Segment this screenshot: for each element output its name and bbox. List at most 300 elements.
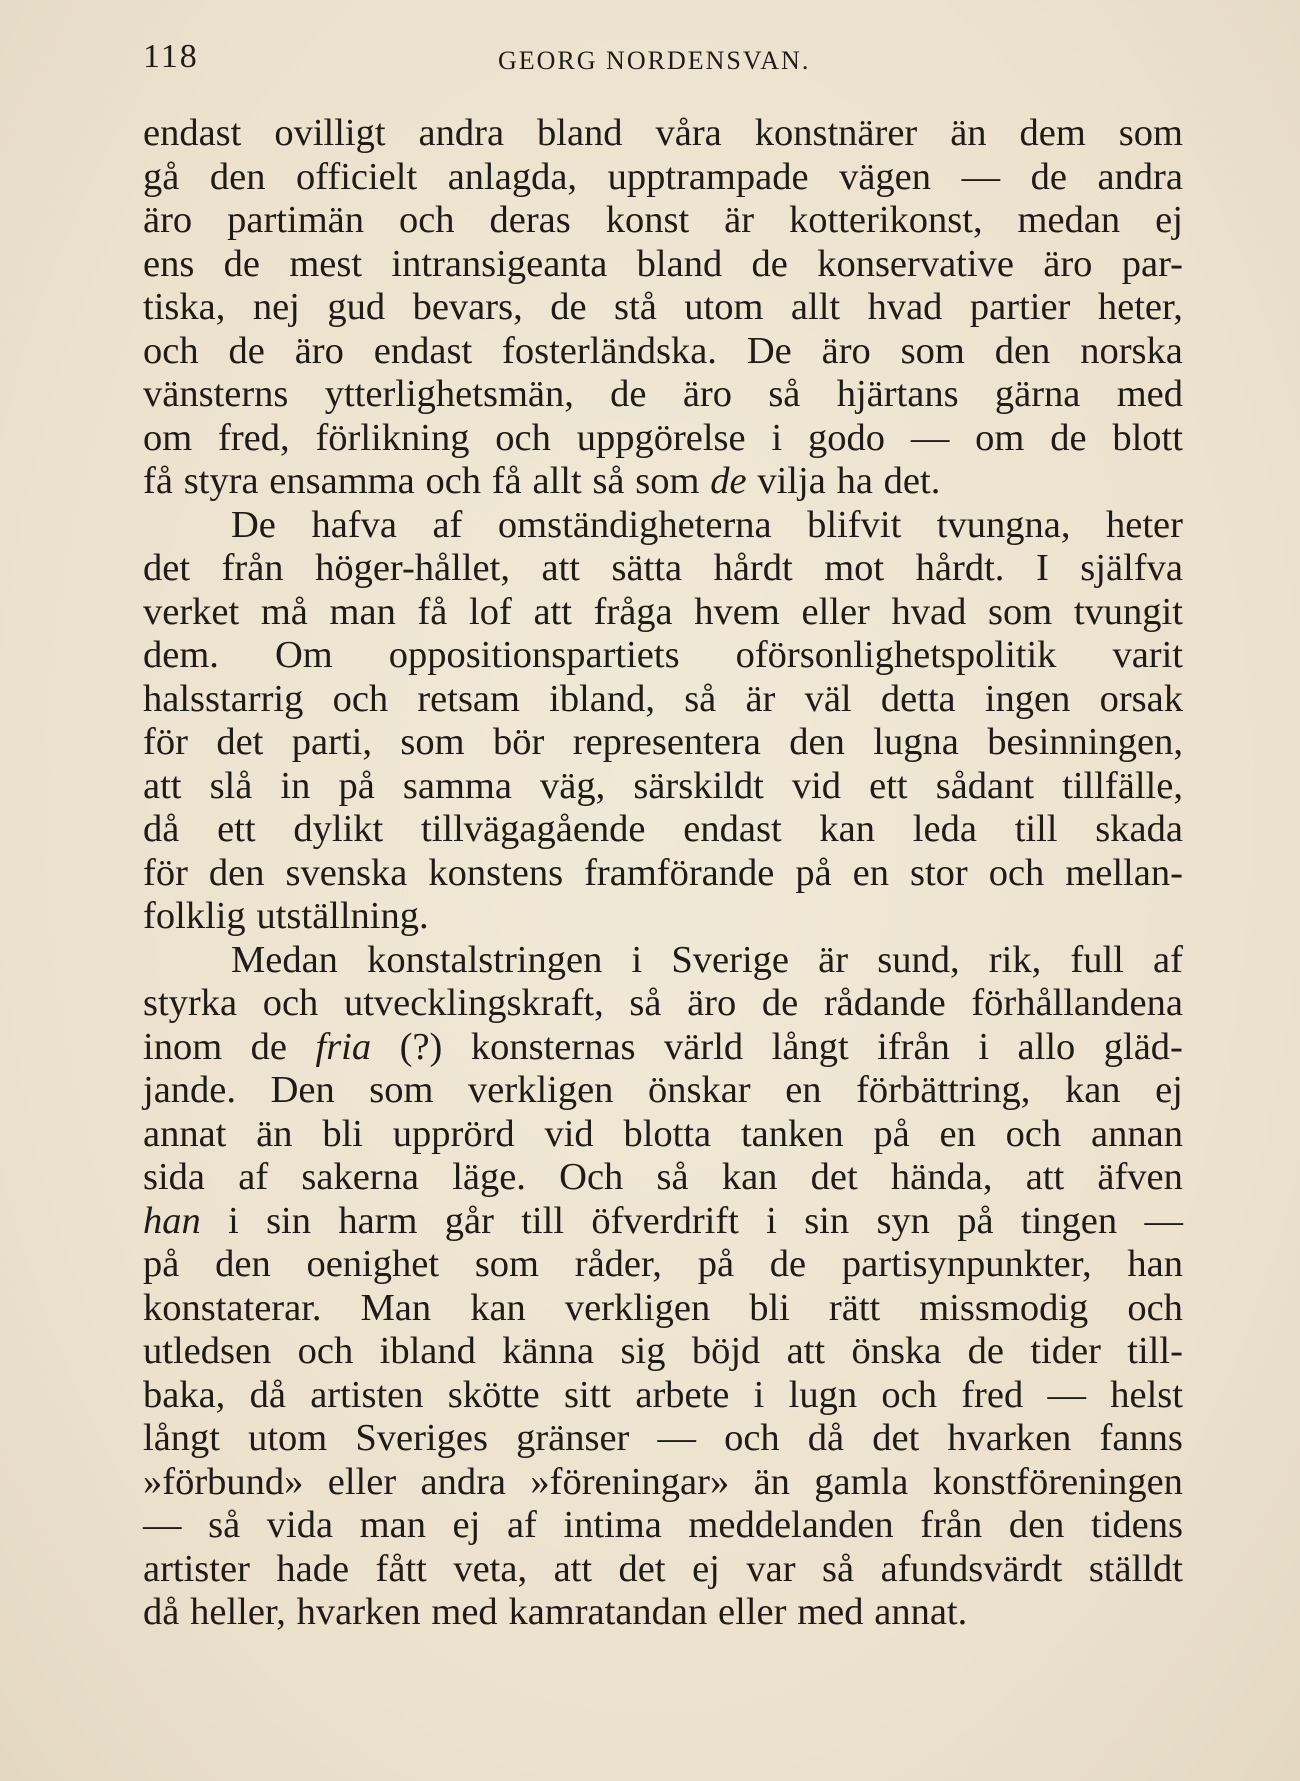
word: afundsvärdt	[880, 1547, 1063, 1590]
word: fria	[315, 1025, 372, 1068]
word: annan	[1091, 1112, 1183, 1155]
word: äro	[1043, 242, 1093, 285]
word: det.	[883, 460, 941, 502]
word: verkligen	[564, 1286, 711, 1329]
word: den	[209, 155, 266, 198]
text-line	[143, 286, 1183, 330]
word: från	[221, 547, 284, 589]
word: långt	[771, 1025, 849, 1068]
text-line	[143, 504, 1183, 548]
word: inom	[143, 1025, 223, 1068]
word: officielt	[296, 155, 418, 198]
word: som	[369, 1069, 434, 1111]
word: kan	[819, 808, 876, 850]
word: samma	[402, 764, 512, 807]
word: svenska	[285, 851, 408, 894]
word: hårdt.	[915, 547, 1005, 589]
word: känna	[502, 1330, 595, 1372]
word: är	[724, 199, 755, 241]
word: det	[872, 1417, 920, 1459]
word: meddelanden	[688, 1504, 894, 1546]
word: konsternas	[470, 1025, 636, 1068]
text-line	[143, 1504, 1183, 1548]
word: halsstarrig	[143, 677, 304, 720]
word: ibland	[379, 1330, 476, 1372]
word: —	[961, 155, 1001, 198]
word: af	[238, 1156, 269, 1198]
word: af	[432, 503, 463, 546]
word: att	[786, 1330, 826, 1372]
word: är	[745, 677, 776, 720]
word: och	[988, 851, 1045, 894]
word: det	[143, 547, 191, 589]
word: en	[852, 851, 889, 894]
word: till-	[1127, 1330, 1183, 1372]
word: i	[228, 1199, 239, 1242]
word: dem	[1019, 112, 1086, 154]
word: gärna	[994, 373, 1081, 415]
word: och	[143, 329, 199, 372]
word: som	[400, 721, 465, 763]
word: på	[143, 1243, 180, 1285]
word: framförande	[584, 851, 775, 894]
word: och	[398, 199, 455, 241]
word: den	[994, 329, 1051, 372]
word: lugn	[788, 1373, 858, 1416]
word: rådande	[823, 982, 946, 1024]
text-line	[143, 1243, 1183, 1287]
word: ej	[1155, 1069, 1183, 1111]
word: då	[807, 1417, 845, 1459]
word: heller,	[190, 1591, 286, 1633]
word: konstalstringen	[367, 938, 603, 981]
word: styra	[183, 460, 259, 502]
word: tvungit	[1073, 590, 1183, 633]
text-line	[143, 1287, 1183, 1331]
word: blifvit	[807, 503, 902, 546]
word: äro	[682, 373, 732, 415]
word: långt	[143, 1417, 220, 1459]
word: fosterländska.	[502, 329, 717, 372]
word: baka,	[143, 1373, 226, 1416]
word: kotterikonst,	[789, 199, 983, 241]
word: sådant	[935, 764, 1035, 807]
word: de	[223, 242, 260, 285]
word: eller	[718, 1591, 787, 1633]
word: hjärtans	[836, 373, 959, 415]
paragraph	[143, 504, 1183, 939]
text-line	[143, 634, 1183, 678]
word: konstnärer	[754, 112, 918, 154]
word: utledsen	[143, 1330, 272, 1372]
word: mellan-	[1065, 851, 1183, 894]
word: hvarken	[296, 1591, 421, 1633]
word: så	[822, 1547, 855, 1590]
word: så	[656, 1156, 689, 1198]
word: vägen	[839, 155, 932, 198]
word: ensamma	[269, 460, 415, 502]
word: än	[256, 1112, 293, 1155]
word: tiska,	[143, 286, 226, 328]
word: väl	[804, 677, 852, 720]
word: de	[761, 982, 799, 1024]
word: att	[1025, 1156, 1065, 1198]
word: blott	[1112, 416, 1183, 459]
word: »förbund»	[143, 1460, 304, 1503]
word: representera	[572, 721, 761, 763]
word: utom	[684, 286, 764, 328]
word: till	[521, 1199, 565, 1242]
word: de	[769, 1243, 807, 1285]
word: ovilligt	[274, 112, 386, 154]
text-line	[143, 591, 1183, 635]
word: få	[491, 460, 522, 502]
word: ytterlighetsmän,	[324, 373, 574, 415]
word: må	[260, 590, 308, 633]
text-line	[143, 678, 1183, 722]
word: syn	[876, 1199, 930, 1242]
word: som	[988, 590, 1053, 633]
word: då	[143, 808, 180, 850]
word: ha	[836, 460, 873, 502]
word: heter,	[1097, 286, 1183, 328]
word: lugna	[873, 721, 959, 763]
word: rik,	[988, 938, 1042, 981]
word: sin	[804, 1199, 850, 1242]
word: utställning.	[256, 895, 429, 937]
word: andra	[1097, 155, 1183, 198]
word: för	[143, 851, 188, 894]
word: tanken	[740, 1112, 844, 1155]
word: de	[250, 1025, 287, 1068]
word: upprörd	[392, 1112, 515, 1155]
word: bli	[322, 1112, 363, 1155]
text-line	[143, 112, 1183, 156]
word: äfven	[1097, 1156, 1183, 1198]
word: ingen	[984, 677, 1071, 720]
word: att	[533, 590, 572, 633]
word: att	[143, 764, 182, 807]
word: det	[810, 1156, 858, 1198]
word: retsam	[417, 677, 520, 720]
word: på	[338, 764, 375, 807]
word: styrka	[143, 982, 238, 1024]
word: ett	[869, 764, 908, 807]
word: äro	[821, 329, 871, 372]
word: annat	[143, 1112, 227, 1155]
word: skötte	[447, 1373, 540, 1416]
word: läge.	[452, 1156, 526, 1198]
text-line	[143, 1330, 1183, 1374]
word: och	[495, 416, 551, 459]
word: särskildt	[633, 764, 764, 807]
word: böjd	[691, 1330, 761, 1372]
body-text	[143, 112, 1183, 1635]
word: tingen	[1020, 1199, 1118, 1242]
word: utvecklingskraft,	[343, 982, 604, 1024]
word: deras	[489, 199, 571, 241]
word: så	[768, 373, 801, 415]
word: folklig	[143, 895, 246, 937]
word: man	[329, 590, 396, 633]
word: sin	[266, 1199, 312, 1242]
text-line	[143, 1374, 1183, 1418]
word: ifrån	[877, 1025, 950, 1068]
word: få	[417, 590, 448, 633]
text-line	[143, 852, 1183, 896]
word: värld	[664, 1025, 744, 1068]
word: tillfälle,	[1062, 764, 1183, 807]
word: ibland,	[549, 677, 656, 720]
word: gud	[327, 286, 386, 328]
text-line	[143, 199, 1183, 243]
text-line	[143, 1113, 1183, 1157]
text-line	[143, 547, 1183, 591]
word: de	[228, 329, 265, 372]
word: den	[215, 1243, 271, 1285]
word: varit	[1112, 634, 1183, 676]
word: Sverige	[671, 938, 789, 981]
word: och	[724, 1417, 780, 1459]
word: få	[143, 460, 173, 502]
word: den	[1008, 1504, 1065, 1546]
word: då	[249, 1373, 286, 1416]
word: sund,	[877, 938, 960, 981]
word: slå	[209, 764, 253, 807]
text-line	[143, 1548, 1183, 1592]
word: bli	[749, 1286, 790, 1329]
word: som	[474, 1243, 539, 1285]
word: i	[978, 1025, 990, 1068]
text-line	[143, 982, 1183, 1026]
word: i	[766, 1199, 777, 1242]
word: då	[143, 1591, 180, 1633]
word: de	[710, 460, 747, 502]
word: de	[610, 373, 647, 415]
word: kan	[721, 1156, 778, 1198]
word: jande.	[143, 1069, 236, 1111]
word: medan	[1017, 199, 1121, 241]
word: nej	[252, 286, 300, 328]
word: intransigeanta	[391, 242, 608, 285]
word: artister	[143, 1547, 250, 1590]
word: en	[939, 1112, 976, 1155]
word: äro	[687, 982, 737, 1024]
word: i	[753, 1373, 765, 1416]
word: om	[975, 416, 1025, 459]
word: råder,	[574, 1243, 662, 1285]
word: så	[592, 460, 625, 502]
word: —	[1144, 1199, 1183, 1242]
word: den	[208, 851, 265, 894]
word: med	[1116, 373, 1183, 415]
text-line	[143, 1461, 1183, 1505]
word: önskar	[647, 1069, 751, 1111]
word: tidens	[1091, 1504, 1183, 1546]
word: godo	[808, 416, 885, 459]
running-head: GEORG NORDENSVAN.	[498, 46, 811, 75]
word: oenighet	[306, 1243, 440, 1285]
page-number: 118	[143, 38, 199, 75]
word: detta	[880, 677, 956, 720]
word: dylikt	[293, 808, 384, 850]
word: hvem	[694, 590, 780, 633]
word: tider	[1030, 1330, 1101, 1372]
word: kan	[470, 1286, 526, 1329]
word: De	[746, 329, 792, 372]
word: hvad	[867, 286, 943, 328]
word: fått	[375, 1547, 427, 1590]
word: endast	[683, 808, 782, 850]
word: De	[231, 503, 276, 546]
word: vilja	[757, 460, 826, 502]
word: gå	[143, 155, 180, 198]
word: sakerna	[301, 1156, 419, 1198]
word: tillvägagående	[421, 808, 646, 850]
word: blotta	[623, 1112, 712, 1155]
word: fråga	[593, 590, 673, 633]
word: bevars,	[412, 286, 523, 328]
word: konstföreningen	[932, 1460, 1183, 1503]
word: de	[1050, 416, 1087, 459]
word: och	[262, 982, 319, 1024]
word: af	[1153, 938, 1183, 981]
text-line	[143, 721, 1183, 765]
word: med	[431, 1591, 498, 1633]
word: sätta	[611, 547, 683, 589]
word: anlagda,	[447, 155, 578, 198]
word: partisynpunkter,	[841, 1243, 1092, 1285]
word: det	[216, 721, 264, 763]
word: stå	[614, 286, 657, 328]
word: sitt	[564, 1373, 612, 1416]
word: gamla	[814, 1460, 909, 1503]
word: allt	[790, 286, 841, 328]
word: heter	[1106, 503, 1183, 546]
word: konstens	[428, 851, 564, 894]
word: —	[143, 1504, 182, 1546]
text-line	[143, 895, 1183, 939]
word: till	[1014, 808, 1058, 850]
word: är	[818, 938, 849, 981]
word: för	[143, 721, 188, 763]
word: som	[900, 329, 965, 372]
word: bland	[537, 112, 623, 154]
word: I	[1035, 547, 1049, 589]
text-line	[143, 1026, 1183, 1070]
word: konservative	[817, 242, 1014, 285]
word: endast	[373, 329, 473, 372]
word: äro	[143, 199, 193, 241]
word: i	[771, 416, 783, 459]
word: bland	[636, 242, 723, 285]
word: och	[881, 1373, 937, 1416]
word: Den	[270, 1069, 335, 1111]
word: lof	[469, 590, 512, 633]
word: Om	[274, 634, 333, 676]
text-line	[143, 1200, 1183, 1244]
word: oppositionspartiets	[388, 634, 680, 676]
word: artisten	[310, 1373, 424, 1416]
word: besinningen,	[987, 721, 1183, 763]
word: allt	[532, 460, 582, 502]
word: höger-hållet,	[315, 547, 510, 589]
word: norska	[1080, 329, 1183, 372]
word: tvungna,	[936, 503, 1071, 546]
word: från	[920, 1504, 983, 1546]
word: och	[1005, 1112, 1062, 1155]
word: hafva	[311, 503, 397, 546]
word: andra	[420, 1460, 507, 1503]
word: »föreningar»	[530, 1460, 730, 1503]
paragraph	[143, 112, 1183, 504]
word: vänsterns	[143, 373, 289, 415]
word: och	[332, 677, 389, 720]
word: förhållandena	[971, 982, 1183, 1024]
word: fanns	[1099, 1417, 1183, 1459]
word: går	[444, 1199, 494, 1242]
word: —	[910, 416, 950, 459]
word: par-	[1121, 242, 1183, 285]
word: gläd-	[1103, 1025, 1183, 1068]
word: om	[143, 416, 193, 459]
word: våra	[655, 112, 722, 154]
text-line	[143, 939, 1183, 983]
page-header	[143, 38, 1173, 78]
word: och	[425, 460, 482, 502]
word: rätt	[828, 1286, 881, 1329]
word: än	[753, 1460, 790, 1503]
word: konstaterar.	[143, 1286, 322, 1329]
text-line	[143, 765, 1183, 809]
word: hända,	[890, 1156, 993, 1198]
word: fred	[961, 1373, 1024, 1416]
word: upptrampade	[607, 155, 809, 198]
word: Sveriges	[355, 1417, 488, 1459]
word: af	[506, 1504, 537, 1546]
word: mot	[824, 547, 885, 589]
word: ej	[1155, 199, 1183, 241]
text-line	[143, 417, 1183, 461]
word: vid	[544, 1112, 594, 1155]
text-line	[143, 330, 1183, 374]
word: den	[789, 721, 845, 763]
word: man	[359, 1504, 426, 1546]
word: ens	[143, 242, 195, 285]
word: sig	[620, 1330, 666, 1372]
word: partier	[969, 286, 1071, 328]
word: på	[795, 851, 832, 894]
word: dem.	[143, 634, 219, 676]
word: han	[1127, 1243, 1183, 1285]
word: ej	[692, 1547, 720, 1590]
word: allo	[1017, 1025, 1076, 1068]
word: uppgörelse	[576, 416, 746, 459]
word: konst	[605, 199, 690, 241]
word: det	[618, 1547, 666, 1590]
word: verkligen	[468, 1069, 614, 1111]
word: än	[950, 112, 987, 154]
word: hårdt	[713, 547, 793, 589]
word: —	[657, 1417, 696, 1459]
word: att	[553, 1547, 593, 1590]
word: och	[1127, 1286, 1183, 1329]
word: själfva	[1080, 547, 1183, 589]
word: helst	[1110, 1373, 1183, 1416]
text-line	[143, 156, 1183, 200]
word: vida	[266, 1504, 334, 1546]
word: som	[635, 460, 700, 502]
